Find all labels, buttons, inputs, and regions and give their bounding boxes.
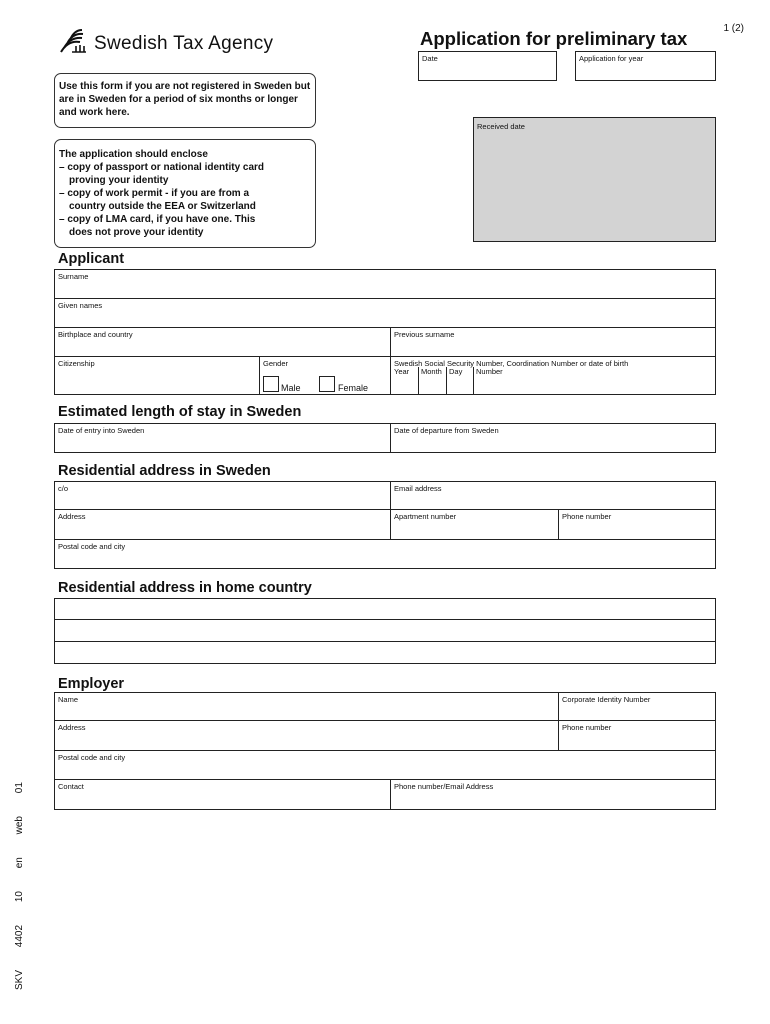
ssn-number-label: Number <box>473 367 503 394</box>
previous-surname-label: Previous surname <box>394 330 455 339</box>
previous-surname-field[interactable] <box>390 328 715 356</box>
enclose-item: does not prove your identity <box>69 227 204 238</box>
phone-field[interactable] <box>558 510 715 539</box>
departure-date-field[interactable] <box>390 424 715 452</box>
page-number: 1 (2) <box>723 23 744 34</box>
female-label: Female <box>338 383 369 393</box>
female-checkbox[interactable] <box>319 376 335 392</box>
crown-logo-icon <box>58 28 88 59</box>
residence-home-heading: Residential address in home country <box>58 580 312 596</box>
home-address-line[interactable] <box>54 598 716 620</box>
email-field[interactable] <box>390 482 715 509</box>
postal-field[interactable] <box>54 540 716 569</box>
postal-label: Postal code and city <box>58 542 126 551</box>
contact-phone-label: Phone number/Email Address <box>394 782 494 791</box>
form-code-part: en <box>14 857 25 869</box>
employer-postal-field[interactable] <box>54 751 716 780</box>
agency-name: Swedish Tax Agency <box>94 32 274 54</box>
intro-notice: Use this form if you are not registered in Sweden but are in Sweden for a period of six months or longer and work here. <box>54 73 316 128</box>
address-row <box>54 510 716 540</box>
enclose-title: The application should enclose <box>59 149 208 160</box>
address-field[interactable] <box>55 510 390 539</box>
phone-label: Phone number <box>562 512 612 521</box>
co-row <box>54 481 716 510</box>
enclose-item: – copy of passport or national identity card <box>59 162 265 173</box>
email-label: Email address <box>394 484 442 493</box>
stay-heading: Estimated length of stay in Sweden <box>58 404 302 420</box>
form-code-part: 10 <box>14 891 25 903</box>
form-code-part: 4402 <box>14 924 25 948</box>
employer-postal-label: Postal code and city <box>58 753 126 762</box>
corp-id-label: Corporate Identity Number <box>562 695 651 704</box>
entry-date-label: Date of entry into Sweden <box>58 426 145 435</box>
departure-date-label: Date of departure from Sweden <box>394 426 499 435</box>
ssn-year-label: Year <box>394 367 410 376</box>
ssn-day-label: Day <box>446 367 462 394</box>
apartment-field[interactable] <box>390 510 559 539</box>
residence-se-heading: Residential address in Sweden <box>58 463 271 479</box>
agency-logo <box>58 28 273 59</box>
contact-row <box>54 780 716 810</box>
surname-field[interactable] <box>54 269 716 299</box>
birthplace-label: Birthplace and country <box>58 330 133 339</box>
date-label: Date <box>422 54 438 63</box>
surname-label: Surname <box>58 272 89 281</box>
co-label: c/o <box>58 484 69 493</box>
co-field[interactable] <box>55 482 390 509</box>
form-code-part: SKV <box>14 969 25 990</box>
employer-address-row <box>54 721 716 751</box>
home-address-line[interactable] <box>54 642 716 664</box>
enclose-item: – copy of work permit - if you are from a <box>59 188 250 199</box>
stay-row <box>54 423 716 453</box>
employer-name-field[interactable] <box>55 693 558 720</box>
gender-field <box>259 357 391 394</box>
address-label: Address <box>58 512 86 521</box>
received-date-label: Received date <box>477 122 525 131</box>
employer-name-label: Name <box>58 695 79 704</box>
form-code <box>14 762 25 990</box>
given-names-label: Given names <box>58 301 103 310</box>
male-label: Male <box>281 383 301 393</box>
ssn-month-label: Month <box>418 367 442 394</box>
contact-label: Contact <box>58 782 84 791</box>
received-date-box <box>473 117 716 242</box>
form-title: Application for preliminary tax <box>420 28 688 49</box>
form-code-part: 01 <box>14 782 25 794</box>
entry-date-field[interactable] <box>55 424 390 452</box>
given-names-field[interactable] <box>54 299 716 328</box>
home-address-line[interactable] <box>54 620 716 642</box>
ssn-label: Swedish Social Security Number, Coordination Number or date of birth <box>394 359 629 368</box>
enclose-item: country outside the EEA or Switzerland <box>69 201 256 212</box>
male-checkbox[interactable] <box>263 376 279 392</box>
birthplace-field[interactable] <box>55 328 390 356</box>
enclose-item: – copy of LMA card, if you have one. This <box>59 214 256 225</box>
employer-phone-label: Phone number <box>562 723 612 732</box>
enclose-item: proving your identity <box>69 175 169 186</box>
corp-id-field[interactable] <box>558 693 715 720</box>
birthplace-row <box>54 328 716 357</box>
citizenship-label: Citizenship <box>58 359 95 368</box>
application-year-field[interactable] <box>575 51 716 81</box>
contact-field[interactable] <box>55 780 390 809</box>
employer-name-row <box>54 692 716 721</box>
applicant-heading: Applicant <box>58 251 125 267</box>
ssn-field[interactable] <box>390 357 715 394</box>
employer-address-field[interactable] <box>55 721 558 750</box>
employer-heading: Employer <box>58 676 125 692</box>
employer-phone-field[interactable] <box>558 721 715 750</box>
citizenship-row <box>54 357 716 395</box>
gender-label: Gender <box>263 359 289 368</box>
date-field[interactable] <box>418 51 557 81</box>
apartment-label: Apartment number <box>394 512 457 521</box>
citizenship-field[interactable] <box>55 357 259 394</box>
form-code-part: web <box>14 816 25 835</box>
contact-phone-field[interactable] <box>390 780 715 809</box>
enclose-notice <box>54 139 316 248</box>
application-year-label: Application for year <box>579 54 644 63</box>
employer-address-label: Address <box>58 723 86 732</box>
